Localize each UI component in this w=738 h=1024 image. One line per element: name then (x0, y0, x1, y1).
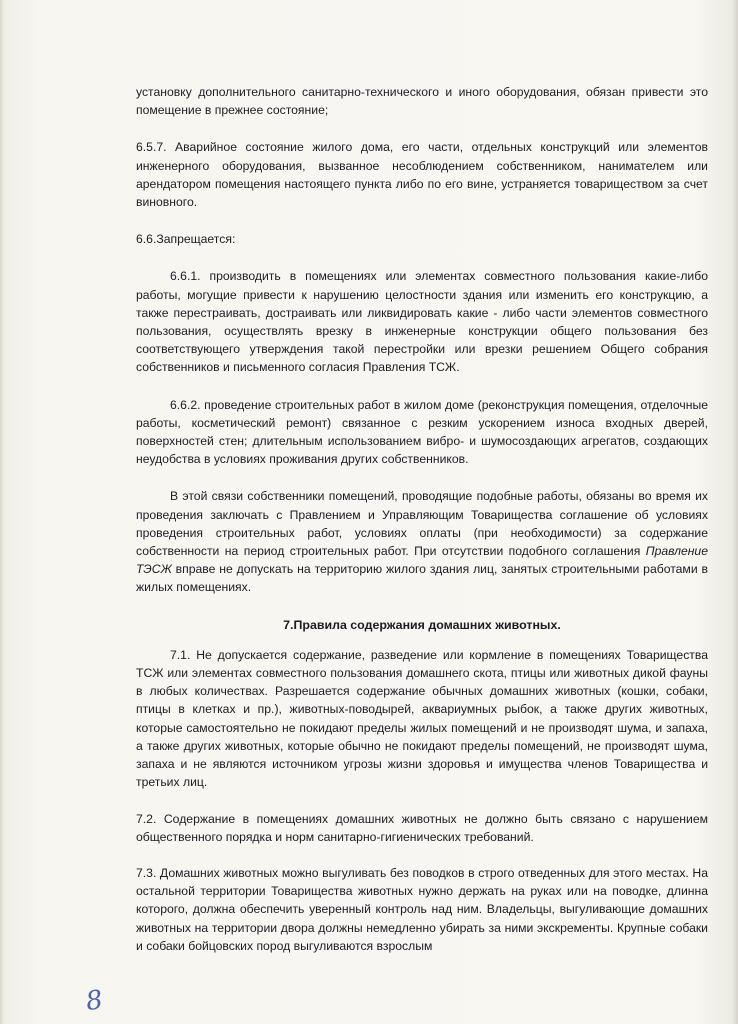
scan-edge-right (732, 0, 738, 1024)
paragraph-6-6-1: 6.6.1. производить в помещениях или элементах совместного пользования какие-либо работы, могущие привести к нарушению целостности здания или изменить его конструкцию, а также перестраивать, достраивать или ликвидировать какие - либо части элементов совместного пользования, осуществлять врезку в инженерные конструкции общего пользования без соответствующего утверждения такой перестройки или врезки решением Общего собрания собственников и письменного согласия Правления ТСЖ. (136, 269, 708, 375)
paragraph-continuation: установку дополнительного санитарно-технического и иного оборудования, обязан привести это помещение в прежнее состояние; (136, 85, 708, 118)
paragraph-6-6-2: 6.6.2. проведение строительных работ в жилом доме (реконструкция помещения, отделочные работы, косметический ремонт) связанное с резким ускорением износа входных дверей, поверхностей стен; длительным использованием вибро- и шумосоздающих агрегатов, создающих неудобства в условиях проживания других собственников. (136, 397, 708, 467)
agreement-text-emphasis: Правление ТЭСЖ (136, 544, 708, 577)
paragraph-6-5-7: 6.5.7. Аварийное состояние жилого дома, его части, отдельных конструкций или элементов инженерного оборудования, вызванное несоблюдением собственником, нанимателем или арендатором помещения настоящего пункта либо по его вине, устраняется товариществом за счет виновного. (136, 140, 708, 210)
document-body (136, 83, 708, 955)
scan-edge-left (0, 0, 4, 1024)
agreement-text-before: В этой связи собственники помещений, проводящие подобные работы, обязаны во время их проведения заключать с Правлением и Управляющим Товарищества соглашение об условиях проведения строительных работ, условиях оплаты (при необходимости) за содержание собственности на период строительных работ. При отсутствии подобного соглашения (136, 489, 708, 559)
handwritten-page-number: 8 (83, 984, 105, 1018)
section-7-heading: 7.Правила содержания домашних животных. (283, 617, 561, 632)
subheading-6-6: 6.6.Запрещается: (136, 232, 236, 247)
paragraph-7-3: 7.3. Домашних животных можно выгуливать без поводков в строго отведенных для этого местах. На остальной территории Товарищества животных нужно держать на руках или на поводке, длинна которого, должна обеспечить уверенный контроль над ним. Владельцы, выгуливающие домашних животных на территории двора должны немедленно убирать за ними экскременты. Крупные собаки и собаки бойцовских пород выгуливаются взрослым (136, 865, 708, 953)
agreement-text-after: вправе не допускать на территорию жилого здания лиц, занятых строительными работами в жилых помещениях. (136, 562, 708, 595)
paragraph-7-2: 7.2. Содержание в помещениях домашних животных не должно быть связано с нарушением общественного порядка и норм санитарно-гигиенических требований. (136, 811, 708, 844)
paragraph-7-1: 7.1. Не допускается содержание, разведение или кормление в помещениях Товарищества ТСЖ или элементах совместного пользования домашнего скота, птицы или животных дикой фауны в любых количествах. Разрешается содержание обычных домашних животных (кошки, собаки, птицы в клетках и пр.), животных-поводырей, аквариумных рыбок, а также других животных, которые самостоятельно не покидают пределы жилых помещений и не производят шума, и запаха, а также других животных, которые обычно не покидают пределы помещений, не производят шума, запаха и не являются источником угрозы жизни здоровья и имущества членов Товарищества и третьих лиц. (136, 647, 708, 790)
paragraph-construction-agreement (136, 487, 708, 596)
